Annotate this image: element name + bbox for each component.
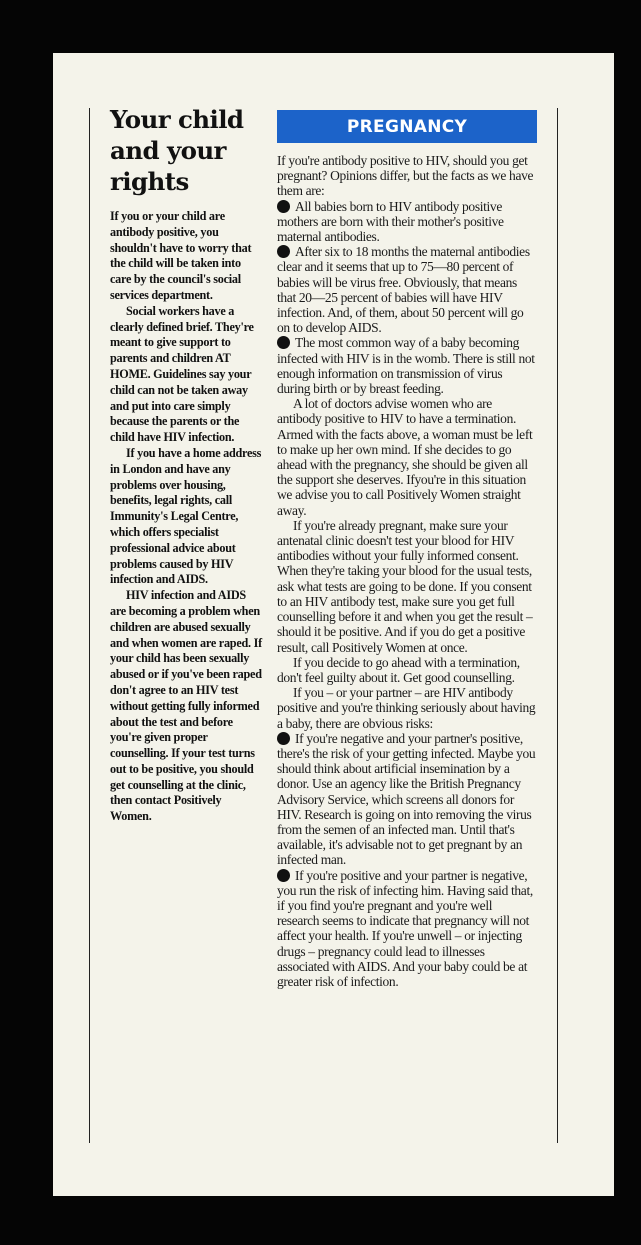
section-title: PREGNANCY xyxy=(346,116,468,137)
section-banner xyxy=(277,110,537,143)
bullet-text: The most common way of a baby becoming infected with HIV is in the womb. There is still not enough information on transmission of virus during birth or by breast feeding. xyxy=(277,335,535,397)
bullet-icon xyxy=(277,245,290,258)
bullet-text: If you're negative and your partner's positive, there's the risk of your getting infected. Maybe you should think about artificial insemination by a donor. Use an agency like the British Pregnancy Advisory Service, which screens all donors for HIV. Research is going on into removing the virus from the semen of an infected man. Until that's available, it's advisable not to get pregnant by an infected man. xyxy=(277,730,536,868)
bullet-text: If you're positive and your partner is negative, you run the risk of infecting him. Having said that, if you find you're pregnant and you're well research seems to indicate that pregnancy will not affect your health. If you're unwell – or injecting drugs – pregnancy could lead to illnesses associated with AIDS. And your baby could be at greater risk of infection. xyxy=(277,867,533,989)
bullet-item xyxy=(277,868,537,990)
body-paragraph: If you – or your partner – are HIV antibody positive and you're thinking seriously about having a baby, there are obvious risks: xyxy=(277,685,536,731)
left-column-rule xyxy=(89,108,90,1143)
left-paragraph: If you have a home address in London and have any problems over housing, benefits, legal rights, call Immunity's Legal Centre, which offers specialist professional advice about problems caused by HIV infection and AIDS. xyxy=(110,445,262,587)
body-paragraph: A lot of doctors advise women who are antibody positive to HIV to have a termination. Armed with the facts above, a woman must be left to make up her own mind. If she decides to go ahead with the pregnancy, she should be given all the support she deserves. Ifyou're in this situation we advise you to call Positively Women straight away. xyxy=(277,396,533,518)
bullet-icon xyxy=(277,200,290,213)
body-paragraph: If you're already pregnant, make sure your antenatal clinic doesn't test your blood for HIV antibodies without your fully informed consent. When they're taking your blood for the usual tests, ask what tests are going to be done. If you consent to an HIV antibody test, make sure you get full counselling before it and when you get the result – should it be positive. And if you do get a positive result, call Positively Women at once. xyxy=(277,517,533,655)
left-paragraph: Social workers have a clearly defined brief. They're meant to give support to parents and children AT HOME. Guidelines say your child can not be taken away and put into care simply because the parents or the child have HIV infection. xyxy=(110,303,254,445)
bullet-icon xyxy=(277,732,290,745)
bullet-text: All babies born to HIV antibody positive mothers are born with their mother's positive maternal antibodies. xyxy=(277,198,504,245)
bullet-icon xyxy=(277,869,290,882)
bullet-text: After six to 18 months the maternal antibodies clear and it seems that up to 75—80 percent of babies will be virus free. Obviously, that means that 20—25 percent of babies will have HIV infection. And, of them, about 50 percent will go on to develop AIDS. xyxy=(277,244,530,336)
left-paragraph: HIV infection and AIDS are becoming a problem when children are abused sexually and when women are raped. If your child has been sexually abused or if you've been raped don't agree to an HIV test without getting fully informed about the test and before you're given proper counselling. If your test turns out to be positive, you should get counselling at the clinic, then contact Positively Women. xyxy=(110,588,262,824)
left-paragraph: If you or your child are antibody positive, you shouldn't have to worry that the child will be taken into care by the council's social services department. xyxy=(110,209,252,302)
bullet-icon xyxy=(277,336,290,349)
bullet-item xyxy=(277,244,537,335)
body-paragraph: If you decide to go ahead with a termination, don't feel guilty about it. Get good counselling. xyxy=(277,654,520,685)
bullet-item xyxy=(277,199,537,245)
right-column-rule xyxy=(557,108,558,1143)
bullet-item xyxy=(277,731,537,868)
bullet-item xyxy=(277,335,537,396)
intro-paragraph: If you're antibody positive to HIV, should you get pregnant? Opinions differ, but the facts as we have them are: xyxy=(277,153,534,199)
right-column xyxy=(277,110,537,989)
headline: Your child and your rights xyxy=(110,105,244,196)
left-column xyxy=(110,104,262,825)
